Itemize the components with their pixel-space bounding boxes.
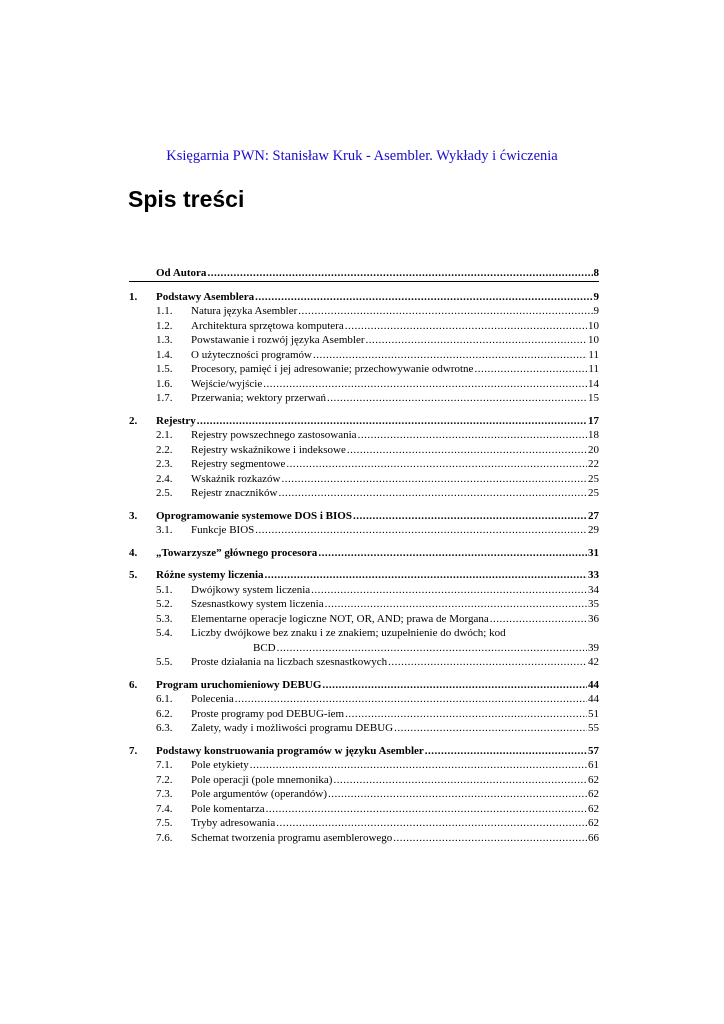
toc-page-number: 62 bbox=[588, 788, 599, 800]
toc-entry-number: 3.1. bbox=[156, 524, 173, 536]
toc-chapter[interactable] bbox=[129, 266, 599, 281]
toc-leader-dots bbox=[276, 816, 587, 831]
toc-entry-number: 2.5. bbox=[156, 487, 173, 499]
toc-entry[interactable] bbox=[129, 802, 599, 817]
toc-entry[interactable] bbox=[129, 377, 599, 392]
toc-entry-label: Podstawy Asemblera bbox=[156, 290, 255, 303]
toc-page-number: 9 bbox=[593, 290, 599, 303]
toc-entry-label: Podstawy konstruowania programów w języku Asembler bbox=[156, 744, 424, 757]
toc-entry-number: 1.3. bbox=[156, 334, 173, 346]
toc-leader-dots bbox=[345, 319, 587, 334]
toc-entry-label: BCD bbox=[253, 641, 276, 654]
toc-entry[interactable] bbox=[129, 333, 599, 348]
toc-entry[interactable] bbox=[129, 773, 599, 788]
toc-page-number: 57 bbox=[588, 744, 599, 757]
toc-entry-number: 1.2. bbox=[156, 319, 173, 332]
toc-entry-label: Liczby dwójkowe bez znaku i ze znakiem; uzupełnienie do dwóch; kod bbox=[191, 627, 506, 639]
toc-entry-label: Procesory, pamięć i jej adresowanie; przechowywanie odwrotne bbox=[191, 363, 474, 375]
toc-entry-number: 6. bbox=[129, 678, 138, 691]
toc-leader-dots bbox=[277, 641, 587, 656]
toc-page-number: 44 bbox=[588, 678, 599, 691]
toc-entry[interactable] bbox=[129, 583, 599, 598]
toc-entry[interactable] bbox=[129, 612, 599, 627]
toc-entry-number: 6.3. bbox=[156, 722, 173, 734]
toc-entry-number: 5.4. bbox=[156, 627, 173, 639]
toc-page-number: 14 bbox=[588, 377, 599, 390]
toc-chapter[interactable] bbox=[129, 678, 599, 693]
toc-leader-dots bbox=[266, 802, 587, 817]
toc-entry-label: Architektura sprzętowa komputera bbox=[191, 319, 344, 332]
toc-entry-label: Zalety, wady i możliwości programu DEBUG bbox=[191, 722, 394, 734]
toc-entry-number: 4. bbox=[129, 546, 138, 559]
toc-entry[interactable] bbox=[129, 692, 599, 707]
toc-entry-number: 7.1. bbox=[156, 759, 173, 771]
toc-entry-label: Powstawanie i rozwój języka Asembler bbox=[191, 334, 365, 346]
table-of-contents bbox=[129, 266, 599, 845]
toc-entry-label: „Towarzysze” głównego procesora bbox=[156, 546, 318, 559]
toc-entry-label: Od Autora bbox=[156, 267, 207, 279]
toc-leader-dots bbox=[325, 597, 587, 612]
toc-page-number: 20 bbox=[588, 443, 599, 456]
toc-leader-dots bbox=[328, 787, 587, 802]
toc-entry[interactable] bbox=[129, 831, 599, 846]
toc-entry-label: Elementarne operacje logiczne NOT, OR, AND; prawa de Morgana bbox=[191, 612, 489, 625]
toc-entry-label: Natura języka Asembler bbox=[191, 305, 298, 317]
toc-page-number: 62 bbox=[588, 817, 599, 829]
toc-entry-label: Rejestry segmentowe bbox=[191, 458, 286, 470]
toc-entry[interactable] bbox=[129, 472, 599, 487]
toc-entry[interactable] bbox=[129, 787, 599, 802]
toc-entry-label: Rejestr znaczników bbox=[191, 487, 278, 499]
toc-entry[interactable] bbox=[129, 391, 599, 406]
toc-chapter[interactable] bbox=[129, 290, 599, 305]
toc-entry-label: Funkcje BIOS bbox=[191, 524, 255, 536]
toc-entry-number: 7.2. bbox=[156, 773, 173, 786]
toc-page-number: 66 bbox=[588, 831, 599, 844]
toc-page-number: 9 bbox=[593, 305, 599, 317]
toc-entry-label: Proste programy pod DEBUG-iem bbox=[191, 707, 345, 720]
toc-chapter[interactable] bbox=[129, 568, 599, 583]
toc-page-number: 17 bbox=[588, 414, 599, 427]
toc-entry-label: Różne systemy liczenia bbox=[156, 569, 264, 581]
toc-entry-number: 2.2. bbox=[156, 443, 173, 456]
toc-entry-label: Pole operacji (pole mnemonika) bbox=[191, 773, 333, 786]
toc-entry[interactable] bbox=[129, 486, 599, 501]
toc-entry[interactable] bbox=[129, 428, 599, 443]
toc-leader-dots bbox=[250, 758, 587, 773]
toc-entry-number: 5.1. bbox=[156, 583, 173, 596]
toc-entry[interactable] bbox=[129, 721, 599, 736]
toc-entry[interactable] bbox=[129, 626, 599, 641]
toc-entry-label: Dwójkowy system liczenia bbox=[191, 583, 311, 596]
toc-page-number: 18 bbox=[588, 429, 599, 441]
toc-entry[interactable] bbox=[129, 457, 599, 472]
toc-leader-dots bbox=[366, 333, 587, 348]
toc-entry[interactable] bbox=[129, 707, 599, 722]
toc-page-number: 39 bbox=[588, 641, 599, 654]
toc-entry-number: 5.2. bbox=[156, 598, 173, 610]
toc-page-number: 61 bbox=[588, 759, 599, 771]
toc-entry-number: 7. bbox=[129, 744, 138, 757]
toc-leader-dots bbox=[490, 612, 587, 627]
toc-page-number: 25 bbox=[588, 487, 599, 499]
toc-page-number: 35 bbox=[588, 598, 599, 610]
toc-entry-number: 3. bbox=[129, 509, 138, 522]
toc-entry-number: 1.4. bbox=[156, 348, 173, 361]
toc-entry[interactable] bbox=[129, 362, 599, 377]
page-title: Spis treści bbox=[128, 186, 245, 212]
toc-leader-dots bbox=[255, 523, 587, 538]
toc-leader-dots bbox=[333, 773, 587, 788]
toc-page-number: 29 bbox=[588, 524, 599, 536]
toc-entry-label: Pole komentarza bbox=[191, 802, 265, 815]
toc-leader-dots bbox=[474, 362, 587, 377]
toc-entry-label: Pole argumentów (operandów) bbox=[191, 788, 328, 800]
toc-entry-number: 5. bbox=[129, 569, 138, 581]
toc-page-number: 25 bbox=[588, 472, 599, 485]
toc-entry[interactable] bbox=[129, 816, 599, 831]
toc-entry[interactable] bbox=[129, 597, 599, 612]
toc-entry-label: Program uruchomieniowy DEBUG bbox=[156, 678, 322, 691]
toc-entry-number: 6.2. bbox=[156, 707, 173, 720]
toc-chapter[interactable] bbox=[129, 509, 599, 524]
toc-page-number: 15 bbox=[588, 392, 599, 404]
toc-entry-label: Tryby adresowania bbox=[191, 817, 276, 829]
toc-leader-dots bbox=[235, 692, 587, 707]
toc-leader-dots bbox=[282, 472, 588, 487]
toc-entry[interactable] bbox=[129, 641, 599, 656]
toc-entry-label: Przerwania; wektory przerwań bbox=[191, 392, 326, 404]
toc-chapter[interactable] bbox=[129, 414, 599, 429]
toc-page-number: 11 bbox=[588, 363, 599, 375]
toc-page-number: 27 bbox=[588, 509, 599, 522]
toc-leader-dots bbox=[298, 304, 592, 319]
toc-leader-dots bbox=[255, 290, 592, 305]
toc-leader-dots bbox=[345, 707, 587, 722]
toc-page-number: 55 bbox=[588, 722, 599, 734]
toc-entry-label: Wejście/wyjście bbox=[191, 377, 263, 390]
toc-chapter[interactable] bbox=[129, 546, 599, 561]
toc-leader-dots bbox=[263, 377, 587, 392]
toc-leader-dots bbox=[327, 391, 587, 406]
toc-leader-dots bbox=[425, 744, 587, 759]
toc-leader-dots bbox=[318, 546, 587, 561]
toc-chapter[interactable] bbox=[129, 744, 599, 759]
toc-entry-number: 2. bbox=[129, 414, 138, 427]
toc-entry-number: 7.4. bbox=[156, 802, 173, 815]
toc-entry-label: Rejestry wskaźnikowe i indeksowe bbox=[191, 443, 346, 456]
toc-page-number: 11 bbox=[588, 348, 599, 361]
toc-entry-label: Wskaźnik rozkazów bbox=[191, 472, 281, 485]
toc-leader-dots bbox=[286, 457, 587, 472]
toc-leader-dots bbox=[393, 831, 587, 846]
toc-page-number: 31 bbox=[588, 546, 599, 559]
toc-leader-dots bbox=[394, 721, 587, 736]
toc-entry-number: 7.6. bbox=[156, 831, 173, 844]
toc-entry-number: 1.6. bbox=[156, 377, 173, 390]
toc-entry[interactable] bbox=[129, 348, 599, 363]
toc-entry[interactable] bbox=[129, 304, 599, 319]
toc-leader-dots bbox=[322, 678, 587, 693]
toc-entry[interactable] bbox=[129, 758, 599, 773]
toc-entry-label: Proste działania na liczbach szesnastkowych bbox=[191, 656, 388, 668]
toc-entry-number: 7.5. bbox=[156, 817, 173, 829]
toc-page-number: 8 bbox=[593, 267, 599, 279]
toc-entry-number: 2.3. bbox=[156, 458, 173, 470]
toc-leader-dots bbox=[347, 443, 587, 458]
toc-page-number: 62 bbox=[588, 773, 599, 786]
toc-entry[interactable] bbox=[129, 523, 599, 538]
toc-leader-dots bbox=[358, 428, 587, 443]
toc-page-number: 10 bbox=[588, 334, 599, 346]
toc-page-number: 51 bbox=[588, 707, 599, 720]
toc-entry-label: Pole etykiety bbox=[191, 759, 249, 771]
toc-entry-label: Szesnastkowy system liczenia bbox=[191, 598, 324, 610]
toc-leader-dots bbox=[311, 583, 587, 598]
header-link[interactable]: Księgarnia PWN: Stanisław Kruk - Asembler. Wykłady i ćwiczenia bbox=[166, 148, 558, 164]
toc-entry[interactable] bbox=[129, 443, 599, 458]
toc-entry-label: Oprogramowanie systemowe DOS i BIOS bbox=[156, 509, 352, 522]
toc-page-number: 42 bbox=[588, 656, 599, 668]
toc-page-number: 36 bbox=[588, 612, 599, 625]
toc-entry-label: Rejestry bbox=[156, 414, 196, 427]
toc-leader-dots bbox=[265, 568, 587, 583]
toc-page-number: 44 bbox=[588, 693, 599, 705]
toc-entry-number: 1. bbox=[129, 290, 138, 303]
toc-entry-label: O użyteczności programów bbox=[191, 348, 312, 361]
toc-entry-label: Rejestry powszechnego zastosowania bbox=[191, 429, 357, 441]
toc-entry-label: Polecenia bbox=[191, 693, 234, 705]
toc-entry-number: 2.1. bbox=[156, 429, 173, 441]
toc-page-number: 22 bbox=[588, 458, 599, 470]
toc-leader-dots bbox=[278, 486, 587, 501]
toc-page-number: 62 bbox=[588, 802, 599, 815]
toc-entry-number: 5.3. bbox=[156, 612, 173, 625]
toc-leader-dots bbox=[197, 414, 587, 429]
toc-leader-dots bbox=[388, 655, 587, 670]
divider bbox=[129, 281, 599, 282]
toc-page-number: 10 bbox=[588, 319, 599, 332]
toc-page-number: 34 bbox=[588, 583, 599, 596]
toc-entry-number: 2.4. bbox=[156, 472, 173, 485]
toc-page-number: 33 bbox=[588, 569, 599, 581]
toc-entry-number: 1.7. bbox=[156, 392, 173, 404]
toc-leader-dots bbox=[353, 509, 587, 524]
toc-entry[interactable] bbox=[129, 319, 599, 334]
toc-entry-label: Schemat tworzenia programu asemblerowego bbox=[191, 831, 393, 844]
toc-entry-number: 5.5. bbox=[156, 656, 173, 668]
toc-leader-dots bbox=[207, 266, 592, 281]
toc-leader-dots bbox=[313, 348, 587, 363]
toc-entry[interactable] bbox=[129, 655, 599, 670]
toc-entry-number: 1.5. bbox=[156, 363, 173, 375]
toc-entry-number: 7.3. bbox=[156, 788, 173, 800]
toc-entry-number: 1.1. bbox=[156, 305, 173, 317]
toc-entry-number: 6.1. bbox=[156, 693, 173, 705]
